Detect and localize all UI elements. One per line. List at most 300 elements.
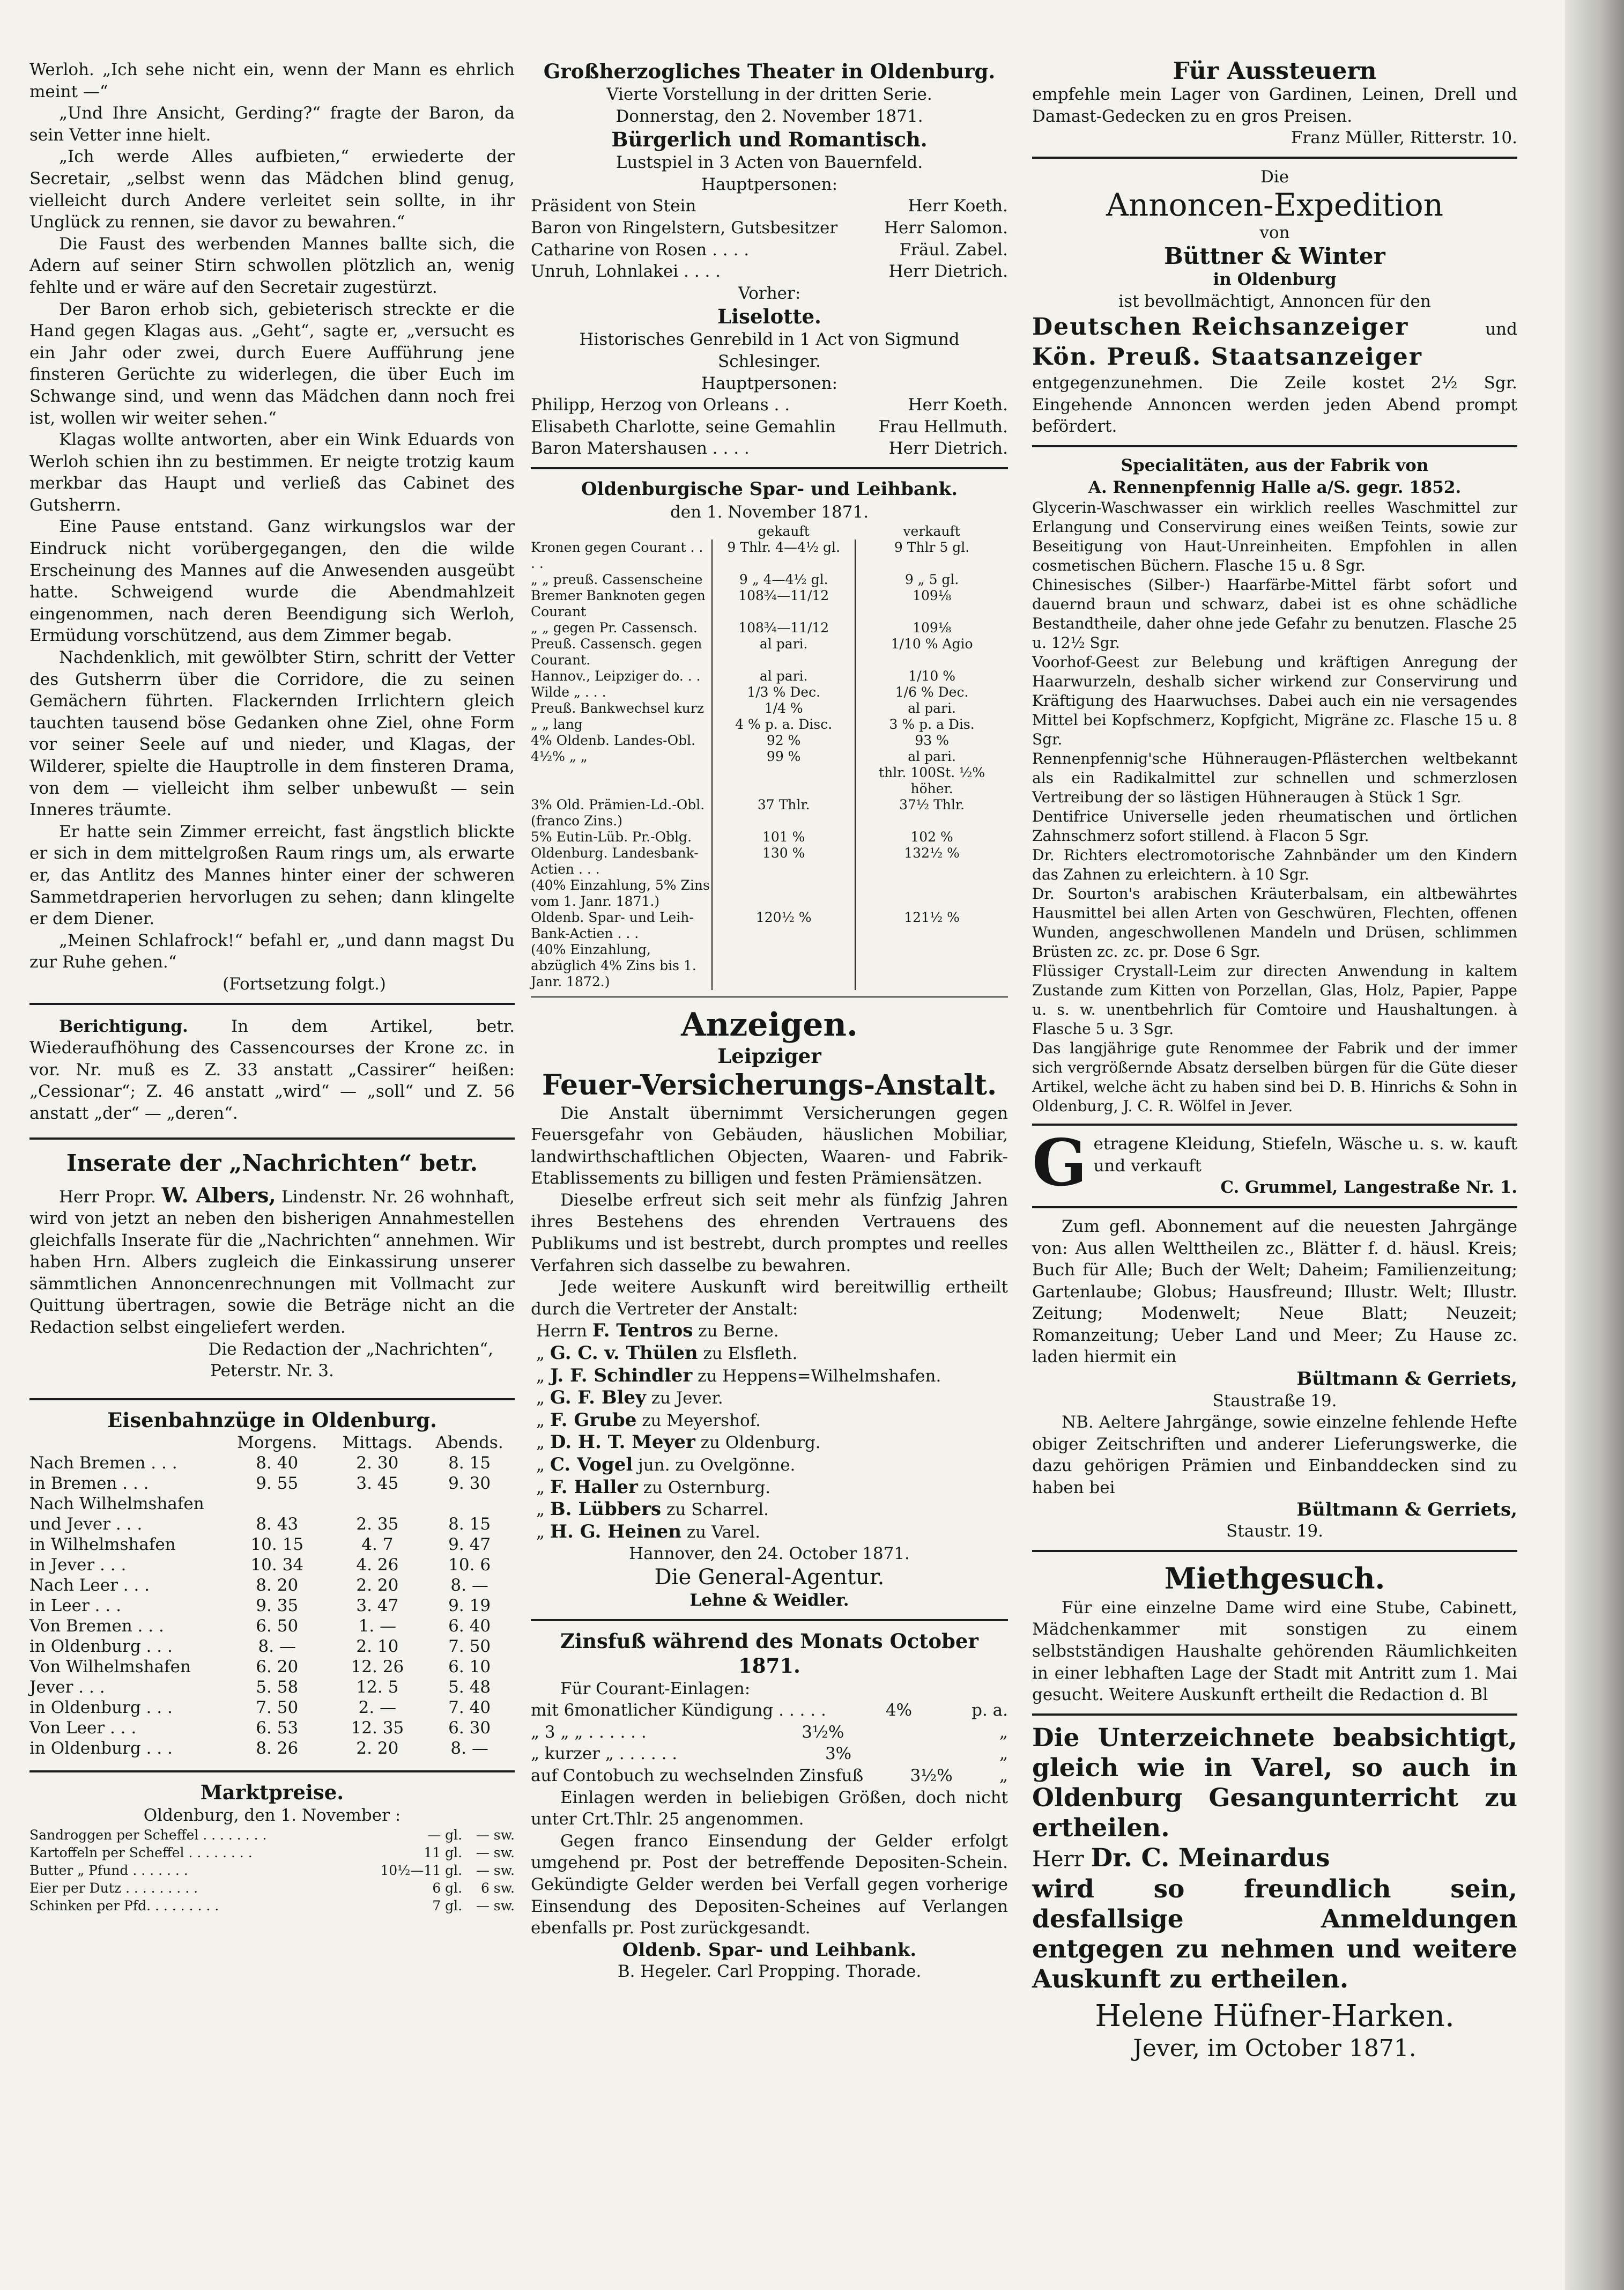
bank-sold: al pari. xyxy=(855,700,1008,716)
agent-prefix: „ xyxy=(536,1500,550,1520)
train-row xyxy=(29,1453,515,1473)
agent-prefix: „ xyxy=(536,1344,550,1364)
story-paragraph: Die Faust des werbenden Mannes ballte sich, die Adern auf seiner Stirn schwollen plötzlich an, wenig fehlte und er wäre auf den Secretair zugestürzt. xyxy=(29,234,515,297)
cast-actor: Herr Dietrich. xyxy=(888,262,1008,282)
agent-row xyxy=(531,1365,1008,1387)
train-time: 8. 43 xyxy=(256,1514,299,1534)
zins-list xyxy=(531,1700,1008,1786)
zins-unit: „ xyxy=(999,1722,1008,1742)
train-time: 9. 47 xyxy=(448,1534,491,1554)
bank-item: „ „ gegen Pr. Cassensch. xyxy=(531,619,698,636)
theatre-title: Großherzogliches Theater in Oldenburg. xyxy=(543,60,996,83)
divider xyxy=(531,996,1008,1000)
bank-sold: thlr. 100St. ½% höher. xyxy=(855,765,1008,797)
zins-term: auf Contobuch zu wechselnden Zinsfuß xyxy=(531,1765,864,1785)
train-time: 2. — xyxy=(358,1697,397,1717)
zins-row xyxy=(531,1700,1008,1722)
agent-place: zu Varel. xyxy=(681,1522,760,1542)
agent-prefix: „ xyxy=(536,1388,550,1408)
bank-row xyxy=(531,733,1008,749)
zins-signature: Oldenb. Spar- und Leihbank. xyxy=(622,1939,917,1961)
bank-col-header: gekauft xyxy=(758,523,810,539)
ist-text: ist bevollmächtigt, Annoncen für den xyxy=(1118,291,1431,311)
train-time: 5. 48 xyxy=(448,1677,491,1697)
bank-row xyxy=(531,797,1008,829)
train-station: Von Bremen . . . xyxy=(29,1616,164,1636)
cast-role: Präsident von Stein xyxy=(531,196,696,216)
zins-rate: 3½% xyxy=(910,1765,953,1785)
bank-sold: 9 Thlr 5 gl. xyxy=(855,540,1008,572)
bank-sold: 3 % p. a Dis. xyxy=(855,716,1008,733)
train-row xyxy=(29,1738,515,1759)
oldenburg-label: in Oldenburg xyxy=(1213,269,1337,289)
bank-row xyxy=(531,572,1008,588)
bank-bought: 130 % xyxy=(712,845,855,877)
drop-cap: G xyxy=(1032,1125,1087,1201)
bank-row xyxy=(531,668,1008,684)
agent-name: H. G. Heinen xyxy=(550,1520,681,1542)
agent-row xyxy=(531,1454,1008,1476)
reichsanzeiger: Deutschen Reichsanzeiger xyxy=(1032,313,1409,341)
train-station: Jever . . . xyxy=(29,1677,105,1697)
column-1 xyxy=(29,59,515,1915)
train-time: 1. — xyxy=(358,1616,397,1636)
bank-row xyxy=(531,620,1008,636)
agentur-title: Die General-Agentur. xyxy=(654,1564,885,1590)
divider xyxy=(1032,1713,1517,1716)
bank-sold: 1/10 % Agio xyxy=(855,636,1008,668)
train-station: und Jever . . . xyxy=(29,1514,143,1534)
train-time: 2. 20 xyxy=(356,1738,399,1758)
market-row xyxy=(29,1897,515,1915)
train-time: 3. 47 xyxy=(356,1595,399,1615)
agent-prefix: „ xyxy=(536,1456,550,1475)
train-time: 9. 55 xyxy=(256,1473,299,1493)
meinardus-name: Dr. C. Meinardus xyxy=(1091,1843,1330,1873)
inserate-signature: Die Redaction der „Nachrichten“, xyxy=(208,1339,493,1359)
train-time: 9. 35 xyxy=(256,1595,299,1615)
bank-row xyxy=(531,636,1008,668)
cast-actor: Frau Hellmuth. xyxy=(878,417,1008,437)
bank-bought xyxy=(712,765,855,797)
bank-item: (40% Einzahlung, 5% Zins vom 1. Janr. 1871.) xyxy=(531,877,710,909)
market-row xyxy=(29,1879,515,1897)
bank-item: 3% Old. Prämien-Ld.-Obl. (franco Zins.) xyxy=(531,796,705,829)
train-row xyxy=(29,1697,515,1718)
hannover-date: Hannover, den 24. October 1871. xyxy=(629,1544,910,1564)
bank-item: 4½% „ „ xyxy=(531,748,588,764)
bank-bought xyxy=(712,942,855,990)
train-row xyxy=(29,1657,515,1677)
bank-row xyxy=(531,700,1008,716)
divider xyxy=(1032,157,1517,159)
train-row xyxy=(29,1514,515,1534)
inserate-title: Inserate der „Nachrichten“ betr. xyxy=(66,1149,478,1176)
nb-signature: Bültmann & Gerriets, xyxy=(1296,1498,1517,1520)
bank-bought: 108¾—11/12 xyxy=(712,620,855,636)
market-price: — sw. xyxy=(476,1863,515,1879)
train-time: 6. 10 xyxy=(448,1657,491,1676)
inserate-address: Peterstr. Nr. 3. xyxy=(210,1361,334,1381)
zins-rate: 3½% xyxy=(802,1722,844,1742)
agent-name: G. F. Bley xyxy=(550,1387,646,1409)
bank-sold: 109⅛ xyxy=(855,588,1008,620)
train-station: in Oldenburg . . . xyxy=(29,1738,173,1758)
train-station: Nach Wilhelmshafen xyxy=(29,1494,204,1513)
train-row xyxy=(29,1718,515,1738)
trains-title: Eisenbahnzüge in Oldenburg. xyxy=(107,1408,437,1432)
correction-heading: Berichtigung. xyxy=(59,1016,188,1036)
agent-name: G. C. v. Thülen xyxy=(550,1342,698,1364)
zins-intro: Für Courant-Einlagen: xyxy=(560,1679,751,1698)
clothes-ad xyxy=(1032,1125,1517,1201)
agentur-names: Lehne & Weidler. xyxy=(689,1590,849,1610)
agent-place: zu Jever. xyxy=(646,1388,723,1408)
market-date: Oldenburg, den 1. November : xyxy=(143,1805,401,1825)
train-time: 2. 30 xyxy=(356,1453,399,1473)
agent-name: F. Grube xyxy=(550,1409,637,1431)
agent-prefix: „ xyxy=(536,1366,550,1386)
story-paragraph: Eine Pause entstand. Ganz wirkungslos war der Eindruck nicht vorübergegangen, den die wilde Erscheinung des Mannes auf die Anwesenden ausgeübt hatte. Schweigend wurde die Abendmahlzeit eingenommen, nach deren Beendigung sich Werloh, Ermüdung vorschützend, aus dem Zimmer begab. xyxy=(29,517,515,646)
train-station: in Wilhelmshafen xyxy=(29,1534,176,1554)
bank-item: 5% Eutin-Lüb. Pr.-Oblg. xyxy=(531,829,692,845)
cast-actor: Herr Salomon. xyxy=(884,218,1008,238)
bank-item xyxy=(531,765,712,797)
bank-row xyxy=(531,877,1008,910)
persons-heading: Hauptpersonen: xyxy=(701,373,838,393)
cast-row xyxy=(531,239,1008,261)
bank-item: „ „ preuß. Cassenscheine xyxy=(531,571,703,587)
train-station: Nach Leer . . . xyxy=(29,1575,150,1595)
train-row xyxy=(29,1555,515,1575)
bank-item: Preuß. Cassensch. gegen Courant. xyxy=(531,636,702,668)
train-time: 2. 10 xyxy=(356,1636,399,1656)
bank-bought: 37 Thlr. xyxy=(712,797,855,829)
bank-bought: 120½ % xyxy=(712,910,855,942)
market-item: Kartoffeln per Scheffel . . . . . . . . xyxy=(29,1845,253,1861)
inserate-text: Herr Propr. W. Albers, Lindenstr. Nr. 26 wohnhaft, wird von jetzt an neben den bisherigen Annahmestellen gleichfalls Inserate für die „Nachrichten“ annehmen. Wir haben Hrn. Albers zugleich die Einkassirung unserer sämmtlichen Annoncenrechnungen mit Vollmacht zur Quittung übertragen, sowie die Beträge nicht an die Redaction selbst eingeliefert werden. xyxy=(29,1183,515,1338)
train-time: 4. 26 xyxy=(356,1555,399,1575)
train-time: 6. 53 xyxy=(256,1718,299,1738)
gesang-text: Die Unterzeichnete beabsichtigt, gleich wie in Varel, so auch in Oldenburg Gesangunterricht zu ertheilen. xyxy=(1032,1723,1517,1843)
agent-place: jun. zu Ovelgönne. xyxy=(633,1456,796,1475)
agent-row xyxy=(531,1387,1008,1409)
bank-table xyxy=(531,523,1008,990)
spec-item: Dr. Sourton's arabischen Kräuterbalsam, ein altbewährtes Hausmittel bei allen Arten von Geschwüren, Flechten, offenen Wunden, angeschwollenen Mandeln und Drüsen, schlimmen Brüsten zc. zc. pr. Dose 6 Sgr. xyxy=(1032,885,1517,961)
market-price: 6 sw. xyxy=(480,1880,515,1896)
bank-title: Oldenburgische Spar- und Leihbank. xyxy=(581,478,958,500)
agent-row xyxy=(531,1476,1008,1499)
bank-bought: 4 % p. a. Disc. xyxy=(712,716,855,733)
spec-item: Rennenpfennig'sche Hühneraugen-Pflästerchen weltbekannt als ein Radikalmittel zur schnellen und schmerzlosen Vertreibung der so lästigen Hühneraugen à Stück 1 Sgr. xyxy=(1032,750,1517,807)
market-price: 11 gl. xyxy=(424,1845,463,1861)
story-paragraph: Werloh. „Ich sehe nicht ein, wenn der Mann es ehrlich meint —“ xyxy=(29,60,515,101)
market-row xyxy=(29,1826,515,1844)
bank-sold: 132½ % xyxy=(855,845,1008,877)
story-paragraph: „Meinen Schlafrock!“ befahl er, „und dann magst Du zur Ruhe gehen.“ xyxy=(29,930,515,972)
zins-row xyxy=(531,1743,1008,1765)
bank-bought: 1/4 % xyxy=(712,700,855,716)
scan-edge xyxy=(1565,0,1624,2290)
zins-text: Einlagen werden in beliebigen Größen, doch nicht unter Crt.Thlr. 25 angenommen. xyxy=(531,1787,1008,1829)
leipziger-label: Leipziger xyxy=(717,1044,821,1068)
clothes-signature: C. Grummel, Langestraße Nr. 1. xyxy=(1220,1178,1517,1198)
theatre-date: Donnerstag, den 2. November 1871. xyxy=(616,106,923,126)
mieth-title: Miethgesuch. xyxy=(1164,1561,1385,1595)
train-time: 12. 35 xyxy=(351,1718,404,1738)
spec-item: Voorhof-Geest zur Belebung und kräftigen Anregung der Haarwurzeln, deshalb sicher wirkend zur Conservirung und Kräftigung des Haarwuchses. Dabei auch ein nie versagendes Mittel bei Kopfschmerz, Kopfgicht, Migräne zc. Flasche 15 u. 8 Sgr. xyxy=(1032,653,1517,749)
feuer-text: Dieselbe erfreut sich seit mehr als fünfzig Jahren ihres Bestehens des ehrenden Vertrauens des Publikums und ist bestrebt, durch promptes und reelles Verfahren sich dasselbe zu bewahren. xyxy=(531,1190,1008,1275)
abo-address: Staustraße 19. xyxy=(1212,1391,1337,1410)
vorher-label: Vorher: xyxy=(738,283,801,303)
story-continued: (Fortsetzung folgt.) xyxy=(223,974,386,994)
agent-name: F. Haller xyxy=(550,1476,638,1498)
bank-sold xyxy=(855,942,1008,990)
zins-term: „ kurzer „ . . . . . . xyxy=(531,1744,678,1764)
agent-name: B. Lübbers xyxy=(550,1498,662,1520)
bank-row xyxy=(531,588,1008,620)
train-time: 7. 50 xyxy=(448,1636,491,1656)
cast-role: Catharine von Rosen . . . . xyxy=(531,240,750,260)
cast-role: Unruh, Lohnlakei . . . . xyxy=(531,262,721,282)
zins-unit: „ xyxy=(999,1765,1008,1785)
bank-sold: 1/6 % Dec. xyxy=(855,684,1008,700)
divider xyxy=(29,1003,515,1005)
agent-row xyxy=(531,1320,1008,1342)
cast-actor: Herr Koeth. xyxy=(908,196,1008,216)
bank-row xyxy=(531,845,1008,877)
bank-bought: 92 % xyxy=(712,733,855,749)
market-table xyxy=(29,1826,515,1915)
train-time: 6. 20 xyxy=(256,1657,299,1676)
theatre-series: Vierte Vorstellung in der dritten Serie. xyxy=(606,85,932,104)
train-header-row xyxy=(29,1432,515,1453)
train-col-header: Mittags. xyxy=(342,1432,413,1452)
bank-row xyxy=(531,716,1008,733)
market-item: Eier per Dutz . . . . . . . . . xyxy=(29,1880,198,1896)
bank-row xyxy=(531,765,1008,797)
cast-row xyxy=(531,394,1008,416)
spec-item: Das langjährige gute Renommee der Fabrik und der immer sich vergrößernde Absatz derselben bürgen für die Güte dieser Artikel, welche ächt zu haben sind bei D. B. Hinrichs & Sohn in Oldenburg, J. C. R. Wölfel in Jever. xyxy=(1032,1039,1517,1116)
play2-subtitle: Historisches Genrebild in 1 Act von Sigmund Schlesinger. xyxy=(579,330,960,371)
story-paragraph: Er hatte sein Zimmer erreicht, fast ängstlich blickte er sich in dem mittelgroßen Raum rings um, als erwarte er, das Antlitz des Mannes hinter einer der schweren Sammetdraperien hervorlugen zu sehen; dann klingelte er dem Diener. xyxy=(29,822,515,929)
train-time: 8. 20 xyxy=(256,1575,299,1595)
train-row xyxy=(29,1473,515,1494)
market-price: — gl. xyxy=(427,1827,463,1843)
agent-name: C. Vogel xyxy=(550,1454,633,1475)
feuer-text: Die Anstalt übernimmt Versicherungen gegen Feuersgefahr von Gebäuden, häuslichen Mobiliar, landwirthschaftlichen Objecten, Waaren- und Fabrik-Etablissements zu billigen und festen Prämiensätzen. xyxy=(531,1103,1008,1188)
bank-item: Preuß. Bankwechsel kurz xyxy=(531,700,705,716)
zins-term: mit 6monatlicher Kündigung . . . . . xyxy=(531,1701,826,1720)
train-row xyxy=(29,1534,515,1555)
train-time: 7. 40 xyxy=(448,1697,491,1717)
train-time xyxy=(330,1494,424,1514)
train-station: in Oldenburg . . . xyxy=(29,1636,173,1656)
bank-bought: 99 % xyxy=(712,749,855,765)
market-price: 10½—11 gl. xyxy=(380,1863,463,1879)
feuer-text: Jede weitere Auskunft wird bereitwillig ertheilt durch die Vertreter der Anstalt: xyxy=(531,1277,1008,1319)
train-time: 2. 35 xyxy=(356,1514,399,1534)
cast-list xyxy=(531,195,1008,282)
bank-sold: 109⅛ xyxy=(855,620,1008,636)
train-time: 4. 7 xyxy=(361,1534,394,1554)
bank-item: Hannov., Leipziger do. . . xyxy=(531,668,701,684)
train-row xyxy=(29,1636,515,1657)
zins-row xyxy=(531,1722,1008,1744)
train-row xyxy=(29,1616,515,1636)
play2-title: Liselotte. xyxy=(717,305,821,329)
train-row xyxy=(29,1595,515,1616)
bank-bought: al pari. xyxy=(712,636,855,668)
train-time xyxy=(224,1494,330,1514)
spec-item: Chinesisches (Silber-) Haarfärbe-Mittel färbt sofort und dauernd braun und schwarz, dabei ist es ohne schädliche Bestandtheile, daher ohne jede Gefahr zu benutzen. Flasche 25 u. 12½ Sgr. xyxy=(1032,576,1517,652)
von-label: von xyxy=(1259,223,1290,243)
cast-row xyxy=(531,217,1008,239)
market-price: 6 gl. xyxy=(432,1880,463,1896)
agent-name: F. Tentros xyxy=(592,1320,693,1342)
divider xyxy=(1032,1124,1517,1126)
zins-rate: 3% xyxy=(825,1744,852,1764)
market-price: — sw. xyxy=(476,1898,515,1914)
train-station: Von Wilhelmshafen xyxy=(29,1657,191,1676)
train-time: 12. 5 xyxy=(356,1677,399,1697)
story-paragraph: „Ich werde Alles aufbieten,“ erwiederte der Secretair, „selbst wenn das Mädchen blind genug, vielleicht durch Andere verleitet sein sollte, in ihr Unglück zu rennen, sie davor zu bewahren.“ xyxy=(29,147,515,232)
bank-bought: al pari. xyxy=(712,668,855,684)
bank-item: (40% Einzahlung, abzüglich 4% Zins bis 1. Janr. 1872.) xyxy=(531,941,696,989)
market-row xyxy=(29,1844,515,1861)
bank-item: Kronen gegen Courant . . . . xyxy=(531,539,703,571)
agent-row xyxy=(531,1431,1008,1454)
buettner-name: Büttner & Winter xyxy=(1164,242,1385,269)
bank-row xyxy=(531,829,1008,845)
train-time: 6. 50 xyxy=(256,1616,299,1636)
divider xyxy=(1032,1550,1517,1552)
spec-name: A. Rennenpfennig Halle a/S. gegr. 1852. xyxy=(1088,477,1462,497)
meinardus-line xyxy=(1032,1843,1517,1874)
train-time: 7. 50 xyxy=(256,1697,299,1717)
train-time: 5. 58 xyxy=(256,1677,299,1697)
divider xyxy=(1032,1206,1517,1208)
agent-place: zu Meyershof. xyxy=(636,1410,761,1430)
agent-place: zu Scharrel. xyxy=(661,1500,769,1520)
agent-name: J. F. Schindler xyxy=(550,1364,693,1386)
train-time: 8. 15 xyxy=(448,1453,491,1473)
train-station: in Leer . . . xyxy=(29,1595,121,1615)
correction-text: In dem Artikel, betr. Wiederaufhöhung des Cassencourses der Krone zc. in vor. Nr. muß es Z. 33 anstatt „Cassirer“ heißen: „Cessionar“; Z. 46 anstatt „wird“ — „soll“ und Z. 56 anstatt „der“ — „deren“. xyxy=(29,1016,515,1123)
train-time xyxy=(424,1494,515,1514)
train-time: 6. 40 xyxy=(448,1616,491,1636)
market-row xyxy=(29,1861,515,1879)
bank-bought: 1/3 % Dec. xyxy=(712,684,855,700)
bank-sold xyxy=(855,877,1008,910)
column-3 xyxy=(1032,59,1517,2063)
agent-name: D. H. T. Meyer xyxy=(550,1431,695,1453)
cast-list xyxy=(531,394,1008,460)
bank-bought: 101 % xyxy=(712,829,855,845)
agent-place: zu Osternburg. xyxy=(637,1478,771,1497)
cast-role: Baron von Ringelstern, Gutsbesitzer xyxy=(531,218,838,238)
bank-sold: 37½ Thlr. xyxy=(855,797,1008,829)
gesang-text: wird so freundlich sein, desfallsige Anmeldungen entgegen zu nehmen und weitere Auskunft zu ertheilen. xyxy=(1032,1874,1517,1994)
agent-prefix: „ xyxy=(536,1433,550,1453)
market-item: Schinken per Pfd. . . . . . . . . xyxy=(29,1898,219,1914)
bank-sold: al pari. xyxy=(855,749,1008,765)
train-time: 6. 30 xyxy=(448,1718,491,1738)
albers-name: W. Albers, xyxy=(161,1183,276,1207)
nb-address: Staustr. 19. xyxy=(1226,1521,1323,1541)
bank-row xyxy=(531,540,1008,572)
aussteuern-text: empfehle mein Lager von Gardinen, Leinen, Drell und Damast-Gedecken zu en gros Preisen. xyxy=(1032,85,1517,126)
bank-item: „ „ lang xyxy=(531,716,583,732)
story-section xyxy=(29,59,515,995)
agent-prefix: „ xyxy=(536,1478,550,1497)
mieth-text: Für eine einzelne Dame wird eine Stube, Cabinett, Mädchenkammer mit sonstigen zu einem selbstständigen Haushalte gehörenden Räumlichkeiten in einer lebhaften Lage der Stadt mit Antritt zum 1. Mai gesucht. Weitere Auskunft ertheilt die Redaction d. Bl xyxy=(1032,1598,1517,1705)
agent-prefix: „ xyxy=(536,1410,550,1430)
train-station: in Bremen . . . xyxy=(29,1473,149,1493)
cast-row xyxy=(531,416,1008,438)
agent-prefix: „ xyxy=(536,1522,550,1542)
agent-place: zu Elsfleth. xyxy=(698,1344,798,1364)
agent-place: zu Heppens=Wilhelmshafen. xyxy=(692,1366,941,1386)
agent-row xyxy=(531,1409,1008,1432)
anzeigen-heading: Anzeigen. xyxy=(681,1006,858,1044)
aussteuern-signature: Franz Müller, Ritterstr. 10. xyxy=(1291,128,1517,148)
feuer-title: Feuer-Versicherungs-Anstalt. xyxy=(542,1068,997,1102)
train-time: 10. 6 xyxy=(448,1555,491,1575)
train-station: in Oldenburg . . . xyxy=(29,1697,173,1717)
divider xyxy=(29,1137,515,1140)
cast-role: Philipp, Herzog von Orleans . . xyxy=(531,395,790,415)
correction-notice xyxy=(29,1016,515,1125)
divider xyxy=(1032,445,1517,447)
bank-sold: 9 „ 5 gl. xyxy=(855,572,1008,588)
bank-item: 4% Oldenb. Landes-Obl. xyxy=(531,732,696,748)
cast-actor: Herr Dietrich. xyxy=(888,439,1008,459)
zins-term: „ 3 „ „ . . . . . . xyxy=(531,1722,647,1742)
train-row xyxy=(29,1494,515,1514)
zins-rate: 4% xyxy=(885,1701,913,1720)
bank-sold: 1/10 % xyxy=(855,668,1008,684)
bank-row xyxy=(531,749,1008,765)
abo-signature: Bültmann & Gerriets, xyxy=(1296,1368,1517,1390)
cast-actor: Fräul. Zabel. xyxy=(899,240,1008,260)
und-label: und xyxy=(1485,320,1517,339)
train-col-header: Morgens. xyxy=(237,1432,317,1452)
clothes-text: etragene Kleidung, Stiefeln, Wäsche u. s. w. kauft und verkauft xyxy=(1093,1134,1517,1176)
zins-unit: „ xyxy=(999,1744,1008,1764)
spec-list xyxy=(1032,498,1517,1116)
bank-item: Oldenburg. Landesbank-Actien . . . xyxy=(531,845,699,877)
train-table xyxy=(29,1432,515,1759)
bank-item: Wilde „ . . . xyxy=(531,684,606,700)
zins-title: Zinsfuß während des Monats October 1871. xyxy=(560,1629,978,1678)
agent-place: zu Berne. xyxy=(693,1321,779,1341)
bank-bought: 108¾—11/12 xyxy=(712,588,855,620)
train-time: 10. 15 xyxy=(250,1534,304,1554)
market-title: Marktpreise. xyxy=(200,1780,344,1804)
cast-role: Baron Matershausen . . . . xyxy=(531,439,750,459)
spec-item: Glycerin-Waschwasser ein wirklich reelles Waschmittel zur Erlangung und Conservirung eines weißen Teints, sowie zur Beseitigung von Haut-Unreinheiten. Empfohlen in allen cosmetischen Büchern. Flasche 15 u. 8 Sgr. xyxy=(1032,499,1517,575)
market-item: Sandroggen per Scheffel . . . . . . . . xyxy=(29,1827,267,1843)
market-price: — sw. xyxy=(476,1827,515,1843)
train-time: 12. 26 xyxy=(351,1657,404,1676)
train-time: 9. 19 xyxy=(448,1595,491,1615)
market-price: — sw. xyxy=(476,1845,515,1861)
zins-text: Gegen franco Einsendung der Gelder erfolgt umgehend pr. Post der betreffende Depositen-Schein. Gekündigte Gelder werden bei Verfall gegen vorherige Einsendung des Depositen-Scheines auf Verlangen ebenfalls pr. Post zurückgesandt. xyxy=(531,1831,1008,1938)
train-time: 8. — xyxy=(450,1738,488,1758)
bank-item: Oldenb. Spar- und Leih-Bank-Actien . . . xyxy=(531,909,694,941)
aussteuern-title: Für Aussteuern xyxy=(1173,57,1377,85)
